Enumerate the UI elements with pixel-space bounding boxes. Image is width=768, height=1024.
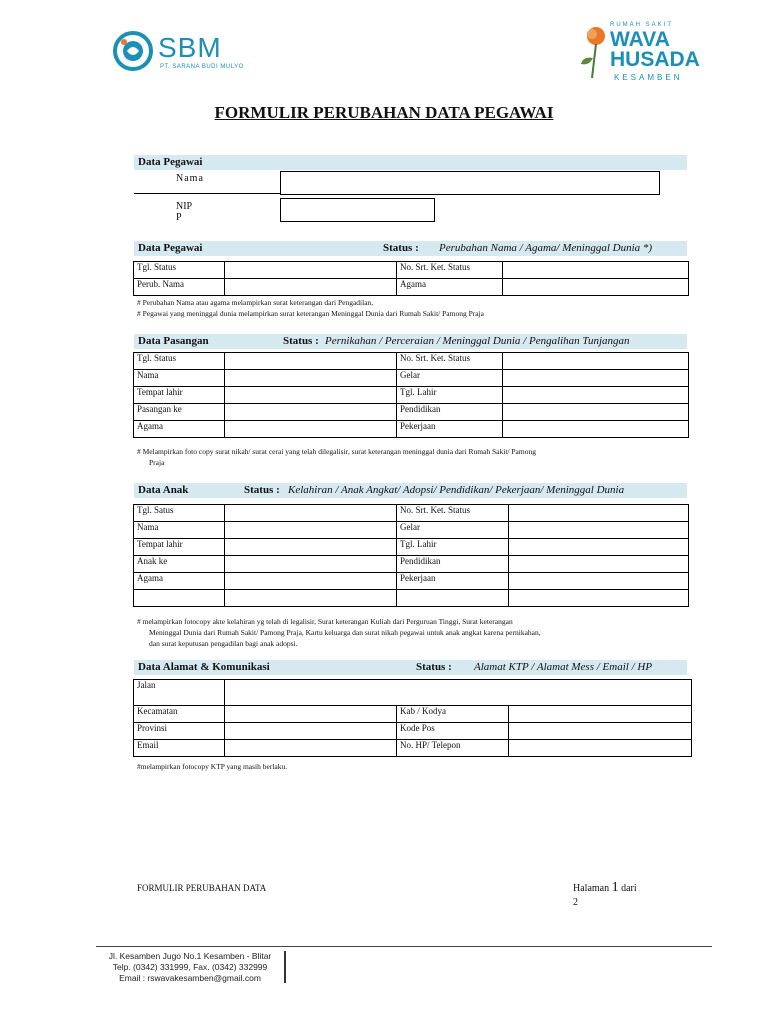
sbm-emblem-icon (112, 30, 154, 72)
cell-input[interactable] (225, 723, 397, 740)
status-label: Status : (383, 242, 419, 254)
section-label: Data Alamat & Komunikasi (138, 661, 270, 673)
status-label: Status : (244, 484, 280, 496)
table-row (134, 539, 689, 556)
rose-icon (578, 24, 610, 80)
status-value: Pernikahan / Perceraian / Meninggal Dunia / Pengalihan Tunjangan (325, 335, 630, 347)
section-label: Data Pegawai (138, 242, 203, 254)
section-label: Data Pasangan (138, 335, 209, 347)
status-value: Perubahan Nama / Agama/ Meninggal Dunia *) (439, 242, 653, 254)
nama-input[interactable] (280, 171, 660, 195)
table-pasangan (133, 352, 689, 438)
cell-label: Tgl. Status (134, 262, 225, 279)
cell-label: Agama (134, 573, 225, 590)
cell-input[interactable] (509, 522, 689, 539)
cell-label: Pendidikan (397, 404, 503, 421)
status-label: Status : (416, 661, 452, 673)
table-row (134, 680, 692, 706)
cell-label: Tempat lahir (134, 387, 225, 404)
logo-line-2: HUSADA (610, 48, 700, 71)
cell-input[interactable] (503, 370, 689, 387)
status-value: Kelahiran / Anak Angkat/ Adopsi/ Pendidikan/ Pekerjaan/ Meninggal Dunia (288, 484, 625, 496)
table-status-pegawai (133, 261, 689, 296)
table-row (134, 556, 689, 573)
cell-input[interactable] (503, 387, 689, 404)
section-header-pasangan (134, 334, 687, 349)
cell-input[interactable] (225, 421, 397, 438)
table-row (134, 573, 689, 590)
cell-input[interactable] (509, 573, 689, 590)
table-row (134, 590, 689, 607)
note: # Melampirkan foto copy surat nikah/ surat cerai yang telah dilegalisir, surat keterangan meninggal dunia dari Rumah Sakit/ Pamong (137, 447, 536, 456)
note: Praja (149, 458, 165, 467)
cell-label: No. Srt. Ket. Status (397, 505, 509, 522)
cell-label: Pekerjaan (397, 573, 509, 590)
cell-input[interactable] (509, 539, 689, 556)
cell-input[interactable] (503, 353, 689, 370)
cell-input[interactable] (225, 404, 397, 421)
cell-label: Jalan (134, 680, 225, 706)
table-row (134, 522, 689, 539)
table-row (134, 421, 689, 438)
cell-label: Kode Pos (397, 723, 509, 740)
cell-label: Tgl. Satus (134, 505, 225, 522)
table-row (134, 353, 689, 370)
table-anak (133, 504, 689, 607)
logo-small-text: RUMAH SAKIT (610, 22, 674, 28)
section-label: Data Anak (138, 484, 189, 496)
cell-input[interactable] (509, 706, 692, 723)
section-header-alamat (134, 660, 687, 675)
page-prefix: Halaman (573, 883, 610, 894)
nama-label-cell (134, 170, 280, 194)
table-row (134, 404, 689, 421)
cell-input[interactable] (225, 353, 397, 370)
logo-bottom-text: KESAMBEN (614, 73, 683, 82)
cell-label: Agama (397, 279, 503, 296)
cell-input[interactable] (225, 279, 397, 296)
cell-label: Tempat lahir (134, 539, 225, 556)
wava-husada-logo (578, 20, 698, 90)
section-header-pegawai (134, 155, 687, 170)
cell-input[interactable] (225, 590, 397, 607)
logo-line-1: WAVA (610, 28, 670, 51)
cell-label: Kab / Kodya (397, 706, 509, 723)
cell-input[interactable] (503, 262, 689, 279)
form-title: FORMULIR PERUBAHAN DATA PEGAWAI (214, 103, 554, 122)
sbm-logo-subtitle: PT. SARANA BUDI MULYO (160, 64, 244, 70)
cell-input[interactable] (225, 556, 397, 573)
cell-label: Gelar (397, 522, 509, 539)
page-total: 2 (573, 897, 578, 908)
cell-input[interactable] (397, 590, 509, 607)
address-line: Jl. Kesamben Jugo No.1 Kesamben - Blitar (108, 951, 272, 961)
cell-input[interactable] (503, 421, 689, 438)
cell-label: Pekerjaan (397, 421, 503, 438)
phone-line: Telp. (0342) 331999, Fax. (0342) 332999 (112, 962, 268, 972)
cell-label: Kecamatan (134, 706, 225, 723)
section-header-status-pegawai (134, 241, 687, 256)
nip-label: NIP (176, 201, 193, 212)
cell-label: Email (134, 740, 225, 757)
note: # Perubahan Nama atau agama melampirkan surat keterangan dari Pengadilan, (137, 298, 374, 307)
cell-input[interactable] (509, 740, 692, 757)
table-row (134, 706, 692, 723)
cell-label: Pendidikan (397, 556, 509, 573)
address-divider (284, 951, 286, 983)
table-alamat (133, 679, 692, 757)
page-of: dari (621, 883, 637, 894)
cell-label: Tgl. Lahir (397, 387, 503, 404)
cell-input[interactable] (225, 740, 397, 757)
note: Meninggal Dunia dari Rumah Sakit/ Pamong Praja, Kartu keluarga dan surat nikah pegawai untuk anak angkat karena pernikahan, (149, 628, 541, 637)
page-number: 1 (611, 880, 619, 895)
cell-label: Gelar (397, 370, 503, 387)
table-row (134, 740, 692, 757)
footer-doc-name: FORMULIR PERUBAHAN DATA (137, 883, 267, 893)
cell-label: No. Srt. Ket. Status (397, 262, 503, 279)
cell-input[interactable] (225, 370, 397, 387)
note: # melampirkan fotocopy akte kelahiran yg telah di legalisir, Surat keterangan Kuliah dari Perguruan Tinggi, Surat keterangan (137, 617, 513, 626)
cell-input[interactable] (509, 590, 689, 607)
note: #melampirkan fotocopy KTP yang masih berlaku. (137, 762, 288, 771)
cell-input[interactable] (225, 262, 397, 279)
cell-label: Nama (134, 522, 225, 539)
jalan-input[interactable] (225, 680, 692, 706)
cell-input[interactable] (225, 505, 397, 522)
cell-input[interactable] (509, 723, 692, 740)
cell-label: Agama (134, 421, 225, 438)
cell-label: Tgl. Status (134, 353, 225, 370)
table-row (134, 262, 689, 279)
cell-label: No. HP/ Telepon (397, 740, 509, 757)
cell-input[interactable] (225, 539, 397, 556)
address-block (100, 951, 280, 984)
cell-input[interactable] (503, 404, 689, 421)
table-row (134, 279, 689, 296)
cell-input[interactable] (503, 279, 689, 296)
cell-input[interactable] (225, 573, 397, 590)
cell-input[interactable] (509, 556, 689, 573)
nip-label-p: P (176, 212, 182, 223)
cell-input[interactable] (134, 590, 225, 607)
section-label: Data Pegawai (138, 156, 203, 168)
status-value: Alamat KTP / Alamat Mess / Email / HP (474, 661, 653, 673)
nama-label: Nama (176, 173, 204, 184)
sbm-logo-text: SBM (158, 32, 222, 63)
table-row (134, 723, 692, 740)
note: dan surat keputusan pengadilan bagi anak adopsi. (149, 639, 298, 648)
page-indicator (573, 881, 637, 910)
cell-input[interactable] (225, 387, 397, 404)
table-row (134, 370, 689, 387)
table-row (134, 387, 689, 404)
footer-divider (96, 946, 712, 947)
cell-label: Provinsi (134, 723, 225, 740)
note: # Pegawai yang meninggal dunia melampirkan surat keterangan Meninggal Dunia dari Rumah Sakit/ Pamong Praja (137, 309, 484, 318)
cell-label: No. Srt. Ket. Status (397, 353, 503, 370)
cell-input[interactable] (509, 505, 689, 522)
cell-label: Tgl. Lahir (397, 539, 509, 556)
cell-input[interactable] (225, 706, 397, 723)
table-row (134, 505, 689, 522)
sbm-logo (112, 30, 262, 76)
section-header-anak (134, 483, 687, 498)
cell-label: Pasangan ke (134, 404, 225, 421)
cell-label: Perub. Nama (134, 279, 225, 296)
cell-label: Nama (134, 370, 225, 387)
cell-input[interactable] (225, 522, 397, 539)
email-line: Email : rswavakesamben@gmail.com (119, 973, 261, 983)
nip-input[interactable] (280, 198, 435, 222)
status-label: Status : (283, 335, 319, 347)
cell-label: Anak ke (134, 556, 225, 573)
